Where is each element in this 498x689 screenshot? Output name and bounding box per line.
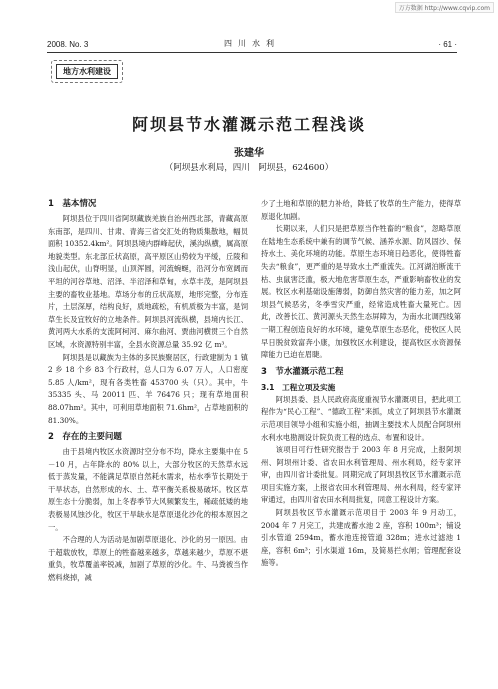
running-header <box>47 36 457 53</box>
section-2-paragraph-1: 由于县境内牧区水资源时空分布不均，降水主要集中在 5－10 月，占年降水的 80% 以上，大部分牧区的天然草水远低于蒸发量，不能满足草原自然耗水需求，枯水季节长期处于干旱状态，自然形成的水、土、草平衡关系极易破坏。牧区草原生态十分脆弱，加上冬春季节大风频繁发生，稀疏低矮的地表极易风蚀沙化，牧区干旱缺水是草原退化沙化的根本原因之一。 <box>48 447 248 532</box>
article-title: 阿坝县节水灌溉示范工程浅谈 <box>131 115 366 134</box>
paragraph-continued: 少了土地和草原的肥力补给，降低了牧草的生产能力，使得草原退化加剧。 <box>261 199 461 221</box>
left-column <box>48 198 248 585</box>
paragraph-project-setup: 阿坝县委、县人民政府高度重视节水灌溉项目，把此项工程作为“民心工程”、“德政工程”来抓，成立了阿坝县节水灌溉示范项目领导小组和实施小组，抽调主要技术人员配合阿坝州水利水电勘测设计院负责工程的选点、布置和设计。 <box>261 394 461 442</box>
column-tag: 地方水利建设 <box>56 64 118 79</box>
section-3-1-heading: 3.1 工程立项及实施 <box>261 382 336 392</box>
watermark-stamp: 万方数据 http://www.cqvip.com <box>395 2 494 13</box>
section-3-heading: 3 节水灌溉示范工程 <box>261 366 344 377</box>
paragraph-feasibility: 该项目可行性研究报告于 2003 年 8 月完成，上报阿坝州、阿坝州计委、省农田水利管理局、州水利局，经专家评审，由四川省计委批复。同期完成了阿坝县牧区节水灌溉示范项目实施方案，上报省农田水利管理局、州水利局，经专家评审通过，由四川省农田水利局批复，同意工程设计方案。 <box>261 445 461 505</box>
journal-name: 四川水利 <box>224 39 280 48</box>
section-1-heading: 1 基本情况 <box>48 199 97 209</box>
section-1-paragraph-2: 阿坝县是以藏族为主体的多民族聚居区，行政建制为 1 镇 2 乡 18 个乡 83 个行政村，总人口为 6.07 万人，人口密度 5.85 人/km²，现有各类牲畜 453700 头（只）。其中，牛 35335 头、马 20011 匹、羊 76476 只；现有草地面积 88.07hm²。其中，可利用草地面积 71.6hm²，占草地面积的 81.30%。 <box>48 352 248 425</box>
section-1-paragraph-1: 阿坝县位于四川省阿坝藏族羌族自治州西北部，青藏高原东南部，是四川、甘肃、青海三省交汇处的物质集散地，幅员面积 10352.4km²。阿坝县境内群峰起伏，溪沟纵横，属高原地貌类型。东北部丘状高原，高平原区山势较为平缓，丘陵和浅山起伏，山脊明显，山顶浑圆，河流蜿蜒，沿河分布宽阔而平坦的河谷草地、沼泽、半沼泽和草甸，水草丰茂，是阿坝县主要的畜牧业基地。草场分布的丘状高原，地形完整，分布连片，土层深厚，结构良好，质地疏松，有机质极为丰富，是饲草生长及宜牧好的立地条件。阿坝县河流纵横，县境内长江、黄河两大水系的支流阿柯河、麻尔曲河、贾曲河横贯三个自然区域，水资源特别丰富，全县水资源总量 35.92 亿 m³。 <box>48 214 248 349</box>
author-name: 张建华 <box>234 148 264 159</box>
issue-number: 2008. No. 3 <box>47 40 89 49</box>
paragraph-construction: 阿坝县牧区节水灌溉示范项目于 2003 年 9 月动工，2004 年 7 月完工，共建成蓄水池 2 座，容积 100m³；铺设引水管道 2594m，蓄水池连接管道 328m；进水过滤池 1 座，容积 6m³；引水渠道 16m，及简易拦水闸；管理配套设施等。 <box>261 508 461 568</box>
right-column <box>261 198 461 570</box>
section-2-heading: 2 存在的主要问题 <box>48 432 122 443</box>
page-number: · 61 · <box>438 40 457 49</box>
paragraph-grassland: 长期以来，人们只是把草原当作牲畜的“粮食”，忽略草原在陆地生态系统中兼有的调节气候、涵养水源、防风固沙、保持水土、美化环境的功能。草原生态环境日趋恶化，使得牲畜失去“粮食”，更严重的是导致水土严重流失。江河湖泊断流干枯、虫鼠害泛滥，极大地危害草原生态，严重影响畜牧业的发展。牧区水利基础设施薄弱，防御自然灾害的能力差，加之阿坝县气候恶劣，冬季雪灾严重，经常造成牲畜大量死亡。因此，改善长江、黄河源头天然生态屏障为，为南水北调西线第一期工程创造良好的水环境，避免草原生态恶化，使牧区人民早日脱贫致富奔小康，加强牧区水利建设，提高牧区水资源保障能力已迫在眉睫。 <box>261 224 461 360</box>
section-2-paragraph-2: 不合理的人为活动是加剧草原退化、沙化的另一原因。由于超载放牧，草原上的牲畜越来越多，草越来越少，草原不堪重负，牧草覆盖率锐减，加剧了草原的沙化。牛、马粪被当作燃料烧掉，减 <box>48 535 248 583</box>
author-affiliation: （阿坝县水利局，四川 阿坝县，624600） <box>164 163 334 173</box>
